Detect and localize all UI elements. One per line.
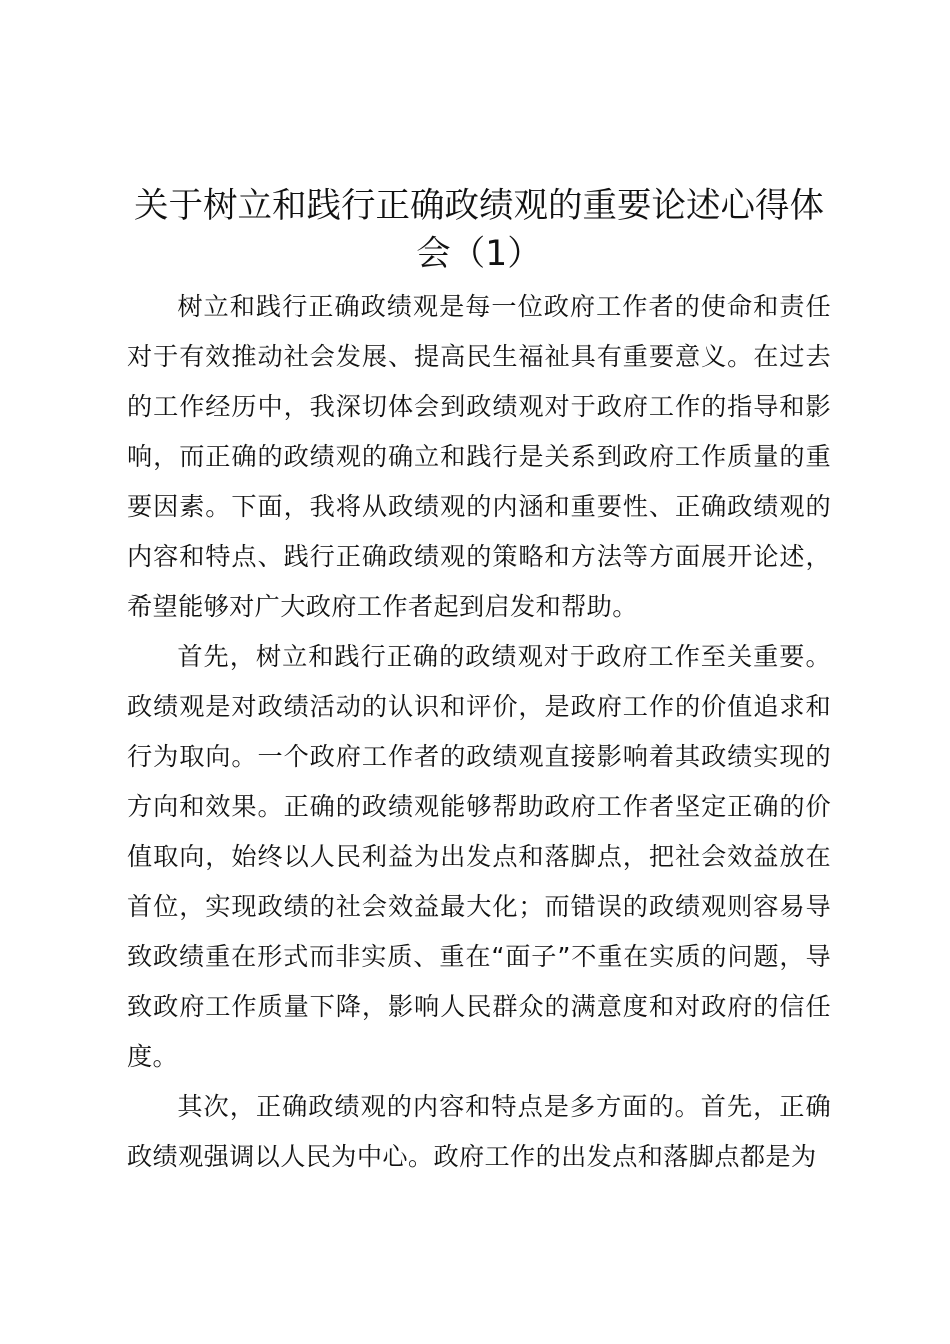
paragraph-1: 树立和践行正确政绩观是每一位政府工作者的使命和责任对于有效推动社会发展、提高民生福祉具有重要意义。在过去的工作经历中，我深切体会到政绩观对于政府工作的指导和影响，而正确的政绩观的确立和践行是关系到政府工作质量的重要因素。下面，我将从政绩观的内涵和重要性、正确政绩观的内容和特点、践行正确政绩观的策略和方法等方面展开论述，希望能够对广大政府工作者起到启发和帮助。 (127, 292, 831, 621)
paragraph-3: 其次，正确政绩观的内容和特点是多方面的。首先，正确政绩观强调以人民为中心。政府工作的出发点和落脚点都是为 (127, 1092, 831, 1171)
document-body (127, 282, 831, 1182)
paragraph-2: 首先，树立和践行正确的政绩观对于政府工作至关重要。政绩观是对政绩活动的认识和评价，是政府工作的价值追求和行为取向。一个政府工作者的政绩观直接影响着其政绩实现的方向和效果。正确的政绩观能够帮助政府工作者坚定正确的价值取向，始终以人民利益为出发点和落脚点，把社会效益放在首位，实现政绩的社会效益最大化；而错误的政绩观则容易导致政绩重在形式而非实质、重在“面子”不重在实质的问题，导致政府工作质量下降，影响人民群众的满意度和对政府的信任度。 (127, 642, 831, 1071)
document-title: 关于树立和践行正确政绩观的重要论述心得体会（1） (134, 186, 824, 274)
